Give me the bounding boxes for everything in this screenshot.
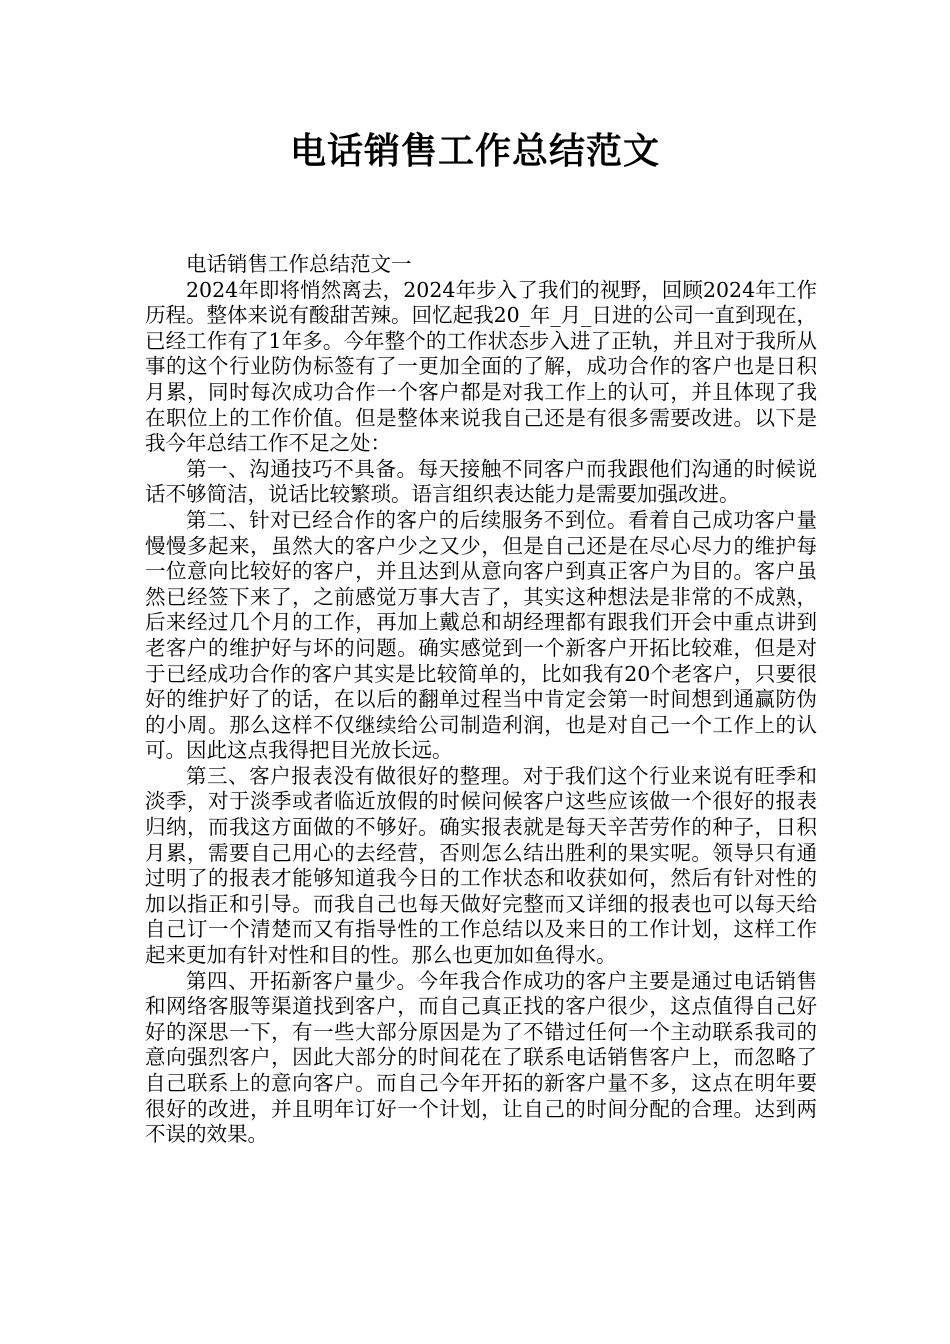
paragraph-point-1: 第一、沟通技巧不具备。每天接触不同客户而我跟他们沟通的时候说话不够简洁，说话比较繁琐。语言组织表达能力是需要加强改进。 bbox=[145, 456, 817, 507]
paragraph-intro: 2024年即将悄然离去，2024年步入了我们的视野，回顾2024年工作历程。整体来说有酸甜苦辣。回忆起我20_年_月_日进的公司一直到现在，已经工作有了1年多。今年整个的工作状态步入进了正轨，并且对于我所从事的这个行业防伪标签有了一更加全面的了解，成功合作的客户也是日积月累，同时每次成功合作一个客户都是对我工作上的认可，并且体现了我在职位上的工作价值。但是整体来说我自己还是有很多需要改进。以下是我今年总结工作不足之处： bbox=[145, 277, 817, 456]
document-title: 电话销售工作总结范文 bbox=[289, 131, 660, 172]
section-subtitle: 电话销售工作总结范文一 bbox=[186, 252, 412, 276]
paragraph-point-4: 第四、开拓新客户量少。今年我合作成功的客户主要是通过电话销售和网络客服等渠道找到客户，而自己真正找的客户很少，这点值得自己好好的深思一下，有一些大部分原因是为了不错过任何一个主动联系我司的意向强烈客户，因此大部分的时间花在了联系电话销售客户上，而忽略了自己联系上的意向客户。而自己今年开拓的新客户量不多，这点在明年要很好的改进，并且明年订好一个计划，让自己的时间分配的合理。达到两不误的效果。 bbox=[145, 968, 817, 1147]
paragraph-point-2: 第二、针对已经合作的客户的后续服务不到位。看着自己成功客户量慢慢多起来，虽然大的客户少之又少，但是自己还是在尽心尽力的维护每一位意向比较好的客户，并且达到从意向客户到真正客户为目的。客户虽然已经签下来了，之前感觉万事大吉了，其实这种想法是非常的不成熟，后来经过几个月的工作，再加上戴总和胡经理都有跟我们开会中重点讲到老客户的维护好与坏的问题。确实感觉到一个新客户开拓比较难，但是对于已经成功合作的客户其实是比较简单的，比如我有20个老客户，只要很好的维护好了的话，在以后的翻单过程当中肯定会第一时间想到通赢防伪的小周。那么这样不仅继续给公司制造利润，也是对自己一个工作上的认可。因此这点我得把目光放长远。 bbox=[145, 507, 817, 763]
paragraph-point-3: 第三、客户报表没有做很好的整理。对于我们这个行业来说有旺季和淡季，对于淡季或者临近放假的时候问候客户这些应该做一个很好的报表归纳，而我这方面做的不够好。确实报表就是每天辛苦劳作的种子，日积月累，需要自己用心的去经营，否则怎么结出胜利的果实呢。领导只有通过明了的报表才能够知道我今日的工作状态和收获如何，然后有针对性的加以指正和引导。而我自己也每天做好完整而又详细的报表也可以每天给自己订一个清楚而又有指导性的工作总结以及来日的工作计划，这样工作起来更加有针对性和目的性。那么也更加如鱼得水。 bbox=[145, 763, 817, 968]
document-body bbox=[145, 252, 817, 1148]
